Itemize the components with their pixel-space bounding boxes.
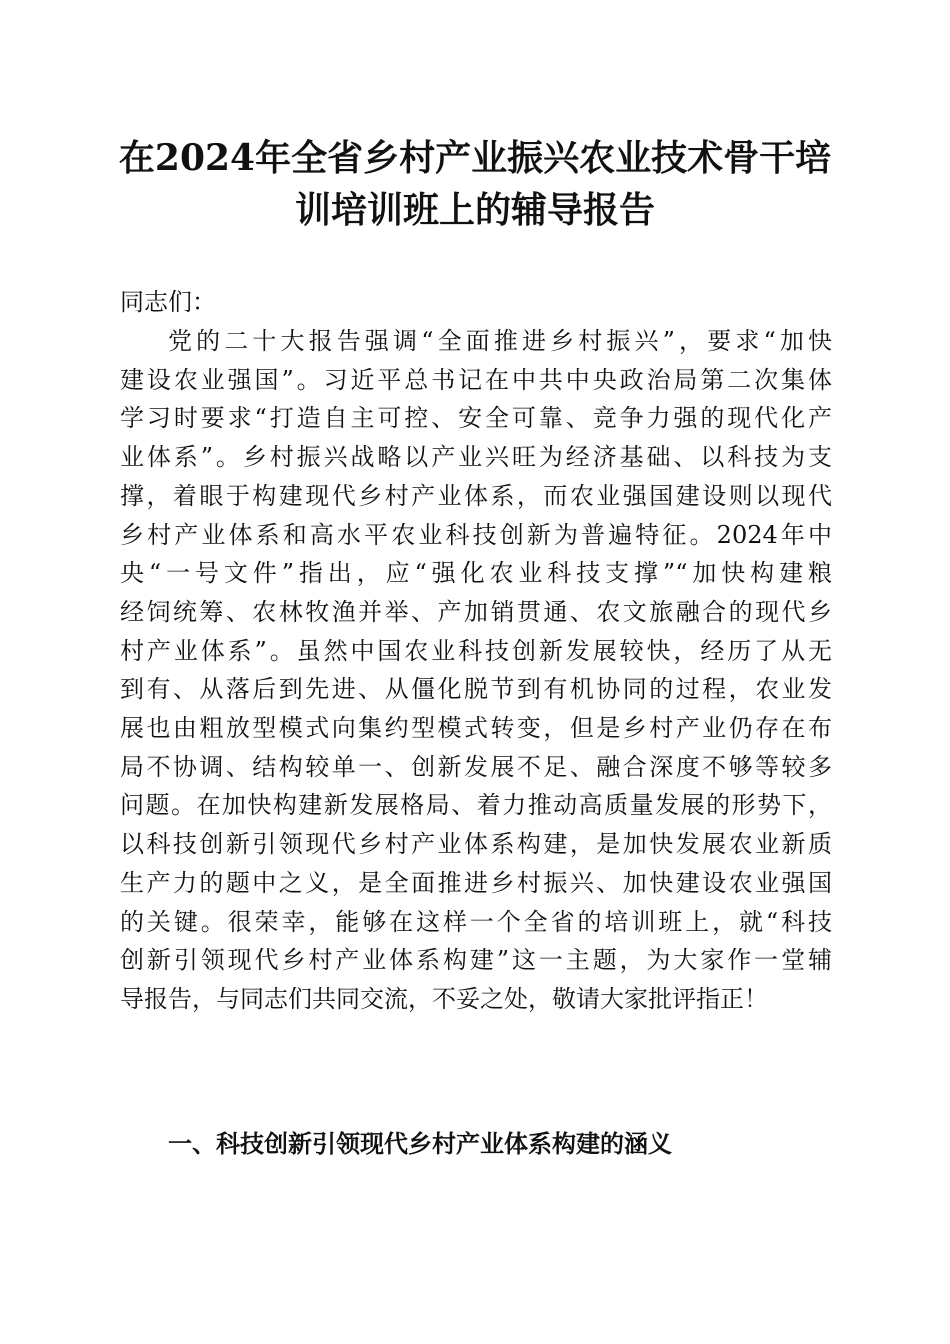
paragraph-line: 创新引领现代乡村产业体系构建”这一主题，为大家作一堂辅 <box>120 946 832 975</box>
paragraph-line: 问题。在加快构建新发展格局、着力推动高质量发展的形势下， <box>120 791 832 820</box>
paragraph-line: 经饲统筹、农林牧渔并举、产加销贯通、农文旅融合的现代乡 <box>120 597 832 626</box>
body-paragraph <box>120 322 832 1019</box>
paragraph-line: 生产力的题中之义，是全面推进乡村振兴、加快建设农业强国 <box>120 868 832 897</box>
paragraph-line: 业体系”。乡村振兴战略以产业兴旺为经济基础、以科技为支 <box>120 443 832 472</box>
section-heading: 一、科技创新引领现代乡村产业体系构建的涵义 <box>168 1130 672 1158</box>
paragraph-line: 的关键。很荣幸，能够在这样一个全省的培训班上，就“科技 <box>120 907 832 936</box>
paragraph-line: 建设农业强国”。习近平总书记在中共中央政治局第二次集体 <box>120 365 832 394</box>
paragraph-line: 党的二十大报告强调“全面推进乡村振兴”，要求“加快 <box>168 327 832 355</box>
paragraph-line: 到有、从落后到先进、从僵化脱节到有机协同的过程，农业发 <box>120 675 832 704</box>
paragraph-line: 局不协调、结构较单一、创新发展不足、融合深度不够等较多 <box>120 752 832 781</box>
paragraph-line: 央“一号文件”指出，应“强化农业科技支撑”“加快构建粮 <box>120 559 832 588</box>
paragraph-line: 以科技创新引领现代乡村产业体系构建，是加快发展农业新质 <box>120 830 832 859</box>
paragraph-line: 导报告，与同志们共同交流，不妥之处，敬请大家批评指正！ <box>120 984 768 1013</box>
title-line-1: 在2024年全省乡村产业振兴农业技术骨干培 <box>118 137 832 179</box>
paragraph-line: 学习时要求“打造自主可控、安全可靠、竞争力强的现代化产 <box>120 404 832 433</box>
salutation: 同志们： <box>120 288 216 316</box>
title-line-2: 训培训班上的辅导报告 <box>294 189 655 231</box>
document-title <box>110 132 840 236</box>
paragraph-line: 村产业体系”。虽然中国农业科技创新发展较快，经历了从无 <box>120 636 832 665</box>
paragraph-line: 展也由粗放型模式向集约型模式转变，但是乡村产业仍存在布 <box>120 714 832 743</box>
paragraph-line: 乡村产业体系和高水平农业科技创新为普遍特征。2024年中 <box>120 520 832 549</box>
paragraph-line: 撑，着眼于构建现代乡村产业体系，而农业强国建设则以现代 <box>120 481 832 510</box>
